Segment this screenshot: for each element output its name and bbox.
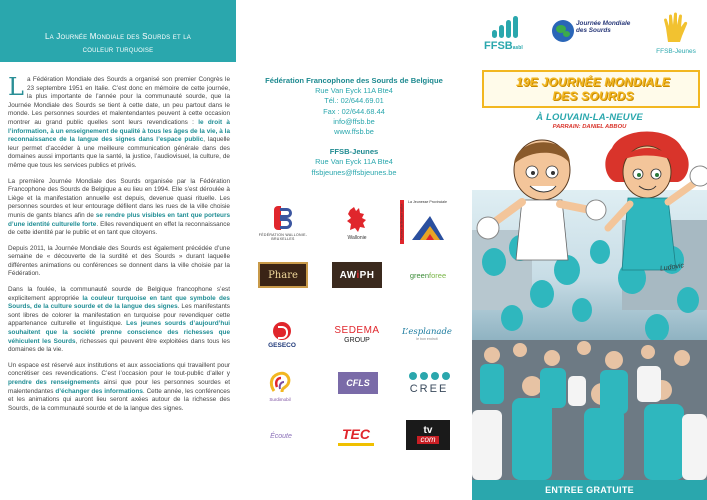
green-label-a: green [409,270,430,280]
p5-highlight-1: prendre des renseignements [8,379,100,386]
contact-web-ffsb[interactable]: www.ffsb.be [334,127,374,137]
ffsb-logo-suffix: asbl [512,45,523,51]
contact-gap [236,137,472,147]
globe-icon [552,20,574,42]
p1-highlight: le droit à l’information, à un enseignement de qualité à tous les âges de la vie, à la reconnaissance de la langue des signes dans l’espace public [8,118,230,144]
contact-email-jeunes[interactable]: ffsbjeunes@ffsbjeunes.be [311,167,397,177]
cfls-label: CFLS [346,378,370,388]
jp-arrow-icon [410,212,446,242]
sedema-label: SEDEMA [334,324,380,336]
left-header-line1: La Journée Mondiale des Sourds et la [44,32,191,41]
rooster-icon [344,206,370,234]
ear-icon [266,369,294,397]
p4-highlight-2: Les jeunes sourds d’aujourd’hui souhaitent que la société prenne conscience des richesses que véhiculent les Sourds [8,320,230,345]
logo-esplanade [394,318,460,350]
event-parrain: PARRAIN: DANIEL ABBOU [552,124,627,130]
green-label-b: foree [429,270,447,280]
event-place: À LOUVAIN-LA-NEUVE [536,112,643,123]
paragraph-3 [8,245,230,279]
left-panel [0,0,236,500]
cartoon-mascots [472,130,707,280]
p4-text-c: , richesses qui peuvent être exploitées dans tous les domaines de la vie. [8,337,230,354]
p5-highlight-2: d’échanger des informations [55,387,143,395]
contact-org-jeunes: FFSB-Jeunes [329,147,379,157]
ffsb-logo-text [484,40,523,52]
logo-cree [402,364,456,402]
logo-tec [332,422,380,450]
geseco-mark-icon [273,322,291,340]
logo-wallonie [332,200,382,246]
p1-text-b: , laquelle leur permet d’accéder à une meilleure communication générale dans des domaines aussi importants que la santé, la justice, l’audiovisuel, la culture, de même que tous les services publics et privés. [8,136,230,169]
contact-address-ffsb: Rue Van Eyck 11A Bte4 [315,86,393,96]
wallonie-label: Wallonie [347,234,367,241]
boy-mascot-icon [477,140,606,260]
esplanade-label: L’esplanade [402,327,452,337]
jms-logo-label: Journée Mondiale des Sourds [576,20,631,34]
awiph-label-i: i [356,269,360,281]
awiph-label [340,270,375,281]
middle-panel [236,0,472,500]
footer-band [472,480,707,500]
p1-text-a: a Fédération Mondiale des Sourds a organisé son premier Congrès le 23 septembre 1951 en Italie. C’est donc en mémoire de cette journée, la plus importante de l’année pour la communauté sourde, que la Journée Mondiale des Sourds se tient à cette date, un peu partout dans le monde. Les personnes sourdes et malentendantes peuvent à cette occasion montrer au grand public quelles sont leurs revendications : [8,76,230,126]
footer-entry-label: ENTREE GRATUITE [545,485,634,495]
fwb-label: FÉDÉRATION WALLONIE-BRUXELLES [258,232,308,241]
artist-signature: Ludovic [659,262,685,273]
logo-ffsb-jeunes [648,10,702,60]
p2-text-b: . Elles revendiquent en effet la reconnaissance de cette identité par le public et en tant que citoyens. [8,220,231,237]
cree-dots-icon [409,372,450,380]
p5-text-a: Un espace est réservé aux institutions et aux associations qui travaillent pour concrétiser ces revendications. C’est l’occasion pour le tout-public d’aller y [8,361,230,378]
paragraph-5 [8,362,230,414]
p4-highlight-1: la couleur turquoise en tant que symbole des Sourds, de la culture sourde et de la langue des signes [8,294,230,311]
event-title-line2: DES SOURDS [552,89,634,103]
p2-highlight: se rendre plus visibles en tant que porteurs d’une identité culturelle forte [8,211,231,228]
logo-awiph [332,262,382,288]
ffsb-logo-label: FFSB [484,40,513,52]
awiph-label-b: PH [359,269,375,281]
hand-icon [660,12,690,44]
right-panel [472,0,707,500]
girl-mascot-icon [605,132,707,271]
jp-label: La Jeunesse Provinciale [408,200,447,204]
event-title-box [482,70,700,108]
contact-fax: Fax : 02/644.68.44 [323,106,385,116]
contact-email-ffsb[interactable]: info@ffsb.be [333,116,375,126]
logo-surdimobil [258,365,302,405]
awiph-label-a: AW [339,269,357,281]
logo-cfls [338,372,378,394]
logo-jeunesse-provinciale [400,198,458,250]
p2-text-a: La première Journée Mondiale des Sourds organisée par la Fédération Francophone des Sourds de Belgique a eu lieu en 1994. Elle s’est déroulée à Liège et la manifestation annuelle est depuis, devenue quasi rituelle. Les personnes sourdes et leur entourage défilent dans les rues de la ville choisie munis de gants blancs afin de [8,177,230,219]
logo-ffsb [480,12,530,56]
contact-block [236,76,472,178]
logo-federation-wallonie-bruxelles [256,200,310,246]
ffsb-bars-icon [490,16,524,38]
drop-cap: L [8,73,24,101]
contact-address-jeunes: Rue Van Eyck 11A Bte4 [315,157,393,167]
logo-journee-mondiale [550,14,636,54]
paragraph-2 [8,178,230,238]
left-header-line2: couleur turquoise [82,45,154,54]
paragraph-4 [8,286,230,355]
com-label: com [417,436,438,444]
p5-text-c: . Cette année, les conférences et les animations qui auront lieu seront axées autour de la richesse des Sourds, de la communauté sourde et de la langue des signes. [8,387,230,412]
paragraph-1 [8,73,230,171]
logo-tvcom [406,420,450,450]
p4-text-a: Dans la foulée, la communauté sourde de Belgique francophone s’est explicitement appropriée [8,286,230,302]
tec-underline [338,443,374,446]
logo-greenforce [398,262,458,288]
tv-label: tv [423,425,433,436]
cree-label: CREE [409,382,449,395]
surdi-label: Surdimobil [269,396,291,402]
logo-geseco [256,318,308,352]
left-header-title [0,30,236,56]
p4-text-b: . Les manifestants sont libres de colorer la manifestation en turquoise pour revendiquer cette appartenance culturelle et linguistique. [8,303,230,328]
event-title [484,75,702,103]
contact-tel: Tél.: 02/644.69.01 [324,96,384,106]
p3-text-a: Depuis 2011, la Journée Mondiale des Sourds est également précédée d’une semaine de « découverte de la surdité et des Sourds » durant laquelle différentes animations ou conférences se donnent dans la ville choisie par la Fédération. [8,244,230,278]
logo-ecoute [256,425,306,447]
fwb-mark-icon [272,206,294,230]
ecoute-label: Écoute [270,432,292,440]
tec-label: TEC [342,426,370,442]
geseco-label: GESECO [268,341,296,349]
event-title-line1: 19E JOURNÉE MONDIALE [515,75,671,89]
contact-org-ffsb: Fédération Francophone des Sourds de Belgique [265,76,443,85]
esplanade-sub-label: le bon endroit [416,337,438,341]
logo-phare [258,262,308,288]
p5-text-b: ainsi que pour les personnes sourdes et malentendantes [8,379,231,395]
logo-sedema [326,318,388,350]
jp-bar-label: Province de Brabant wallon [399,203,404,241]
sedema-group-label: GROUP [344,336,370,344]
left-body-text [8,73,231,420]
jeunes-logo-label: FFSB-Jeunes [656,48,696,55]
phare-label: Phare [268,269,298,281]
